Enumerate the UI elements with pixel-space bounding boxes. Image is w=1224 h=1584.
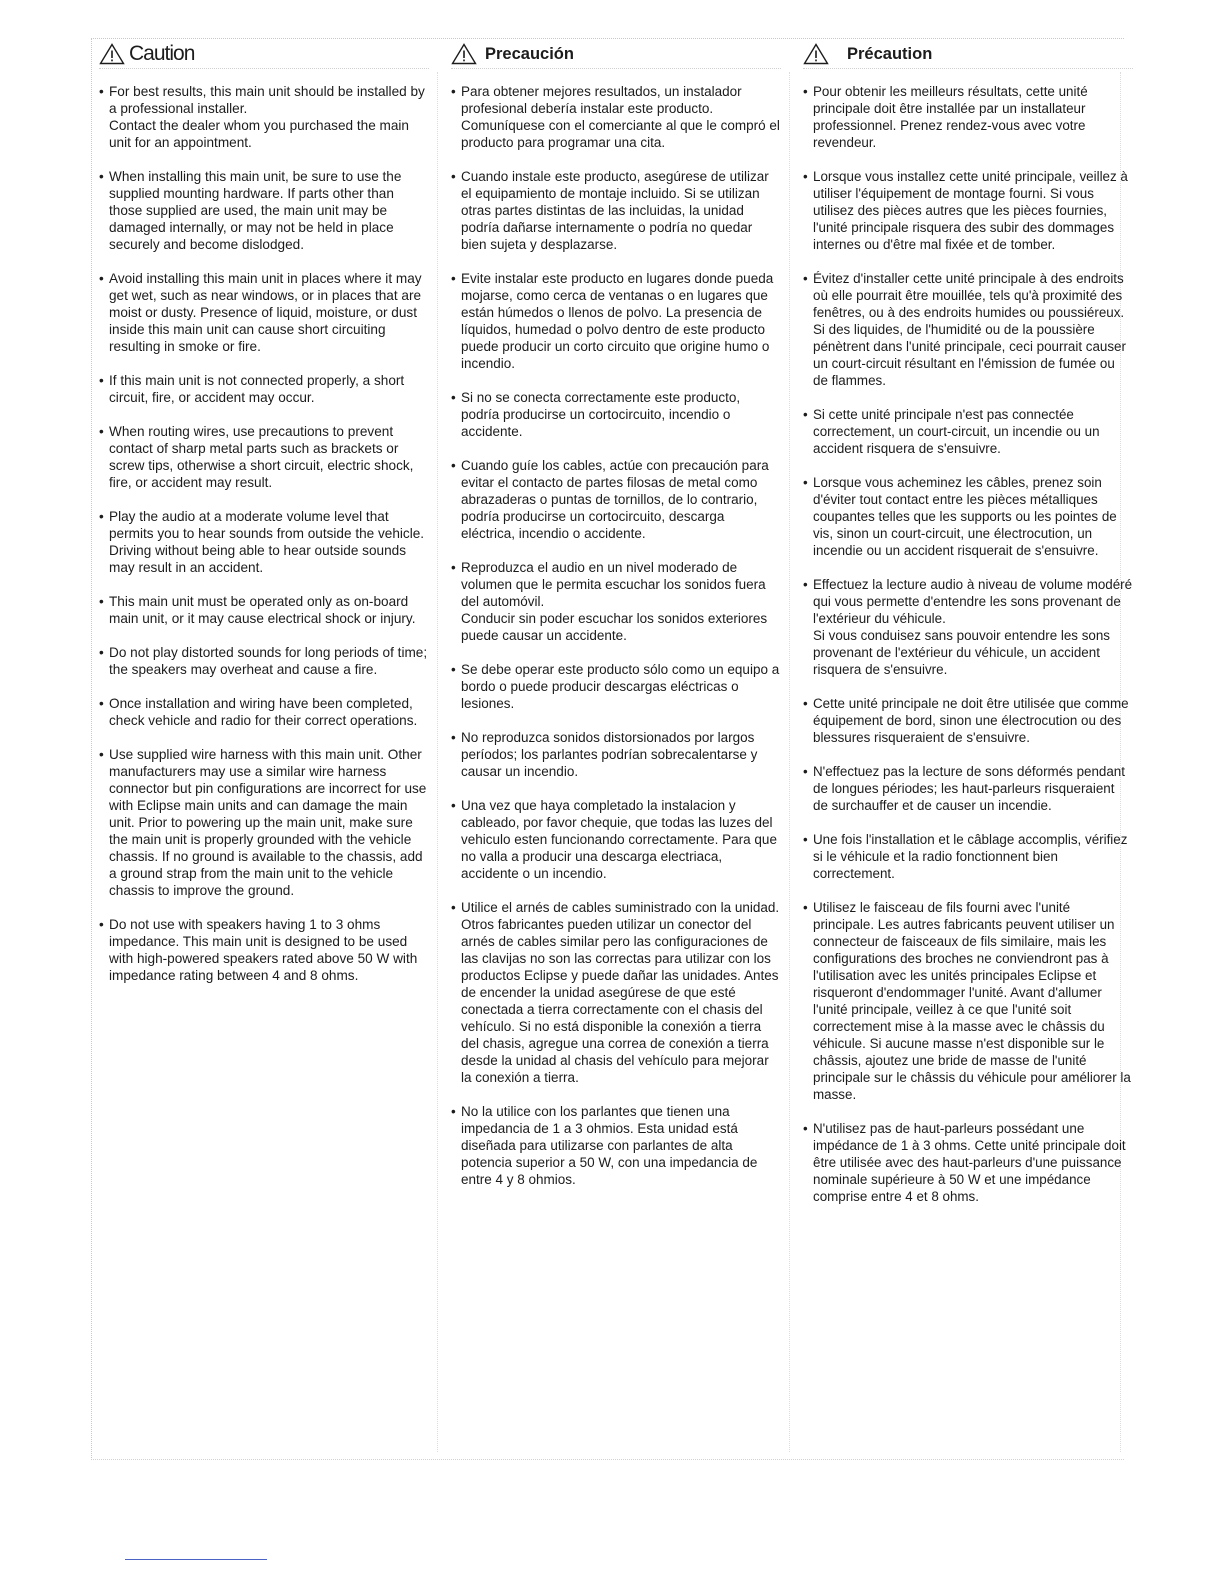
section-header	[803, 40, 1133, 69]
caution-list	[99, 83, 429, 984]
list-item: • Évitez d'installer cette unité principale à des endroits où elle pourrait être mouillée, tels qu'à proximité des fenêtres, ou à des endroits humides ou poussiéreux. Si des liquides, de l'humidité ou de la poussière pénètrent dans l'unité principale, ceci pourrait causer un court-circuit résultant en l'émission de fumée ou de flammes.	[803, 270, 1133, 389]
list-item: • If this main unit is not connected properly, a short circuit, fire, or accident may occur.	[99, 372, 429, 406]
list-item: • Para obtener mejores resultados, un instalador profesional debería instalar este producto. Comuníquese con el comerciante al que le compró el producto para programar una cita.	[451, 83, 781, 151]
list-item: • Avoid installing this main unit in places where it may get wet, such as near windows, or in places that are moist or dusty. Presence of liquid, moisture, or dust inside this main unit can cause short circuiting resulting in smoke or fire.	[99, 270, 429, 355]
list-item: • Cette unité principale ne doit être utilisée que comme équipement de bord, sinon une électrocution ou des blessures risqueraient de s'ensuivre.	[803, 695, 1133, 746]
list-item: • Una vez que haya completado la instalacion y cableado, por favor chequie, que todas las luzes del vehiculo esten funcionando correctamente. Para que no valla a producir una descarga electriaca, accidente o un incendio.	[451, 797, 781, 882]
section-title: Caution	[129, 42, 195, 65]
list-item: • Utilisez le faisceau de fils fourni avec l'unité principale. Les autres fabricants peuvent utiliser un connecteur de faisceaux de fils similaire, mais les configurations des broches ne conviendront pas à l'utilisation avec les unités principales Eclipse et risqueront d'endommager l'unité. Avant d'allumer l'unité principale, veillez à ce que l'unité soit correctement mise à la masse avec le châssis du véhicule. Si aucune masse n'est disponible sur le châssis, ajoutez une bride de masse de l'unité principale sur le châssis du véhicule pour améliorer la masse.	[803, 899, 1133, 1103]
list-item: • Evite instalar este producto en lugares donde pueda mojarse, como cerca de ventanas o en lugares que están húmedos o llenos de polvo. La presencia de líquidos, humedad o polvo dentro de este producto puede producir un corto circuito que origine humo o incendio.	[451, 270, 781, 372]
section-title: Precaución	[485, 44, 574, 63]
list-item: • N'effectuez pas la lecture de sons déformés pendant de longues périodes; les haut-parleurs risqueraient de surchauffer et de causer un incendie.	[803, 763, 1133, 814]
caution-column-french	[803, 40, 1133, 1222]
list-item: • Reproduzca el audio en un nivel moderado de volumen que le permita escuchar los sonidos fuera del automóvil. Conducir sin poder escuchar los sonidos exteriores puede causar un accidente.	[451, 559, 781, 644]
list-item: • Effectuez la lecture audio à niveau de volume modéré qui vous permette d'entendre les sons provenant de l'extérieur du véhicule. Si vous conduisez sans pouvoir entendre les sons provenant de l'extérieur du véhicule, un accident risquera de s'ensuivre.	[803, 576, 1133, 678]
list-item: • Do not use with speakers having 1 to 3 ohms impedance. This main unit is designed to be used with high-powered speakers rated above 50 W with impedance rating between 4 and 8 ohms.	[99, 916, 429, 984]
list-item: • N'utilisez pas de haut-parleurs possédant une impédance de 1 à 3 ohms. Cette unité principale doit être utilisée avec des haut-parleurs d'une puissance nominale supérieure à 50 W et une impédance comprise entre 4 et 8 ohms.	[803, 1120, 1133, 1205]
caution-column-spanish	[451, 40, 781, 1205]
list-item: • Si no se conecta correctamente este producto, podría producirse un cortocircuito, incendio o accidente.	[451, 389, 781, 440]
list-item: • Play the audio at a moderate volume level that permits you to hear sounds from outside the vehicle. Driving without being able to hear outside sounds may result in an accident.	[99, 508, 429, 576]
warning-triangle-icon	[99, 43, 125, 65]
list-item: • Cuando instale este producto, asegúrese de utilizar el equipamiento de montaje incluido. Si se utilizan otras partes distintas de las incluidas, la unidad podría dañarse internamente o podría no quedar bien sujeta y desplazarse.	[451, 168, 781, 253]
list-item: • When routing wires, use precautions to prevent contact of sharp metal parts such as brackets or screw tips, otherwise a short circuit, electric shock, fire, or accident may result.	[99, 423, 429, 491]
section-header	[451, 40, 781, 69]
column-divider	[437, 72, 438, 1452]
list-item: • Lorsque vous installez cette unité principale, veillez à utiliser l'équipement de montage fourni. Si vous utilisez des pièces autres que les pièces fournies, l'unité principale risquera des subir des dommages internes ou d'être mal fixée et de tomber.	[803, 168, 1133, 253]
caution-list	[451, 83, 781, 1188]
caution-list	[803, 83, 1133, 1205]
list-item: • No la utilice con los parlantes que tienen una impedancia de 1 a 3 ohmios. Esta unidad está diseñada para utilizarse con parlantes de alta potencia superior a 50 W, con una impedancia de entre 4 y 8 ohmios.	[451, 1103, 781, 1188]
list-item: • For best results, this main unit should be installed by a professional installer. Contact the dealer whom you purchased the main unit for an appointment.	[99, 83, 429, 151]
list-item: • Une fois l'installation et le câblage accomplis, vérifiez si le véhicule et la radio fonctionnent bien correctement.	[803, 831, 1133, 882]
list-item: • Once installation and wiring have been completed, check vehicle and radio for their correct operations.	[99, 695, 429, 729]
list-item: • No reproduzca sonidos distorsionados por largos períodos; los parlantes podrían sobrecalentarse y causar un incendio.	[451, 729, 781, 780]
list-item: • Si cette unité principale n'est pas connectée correctement, un court-circuit, un incendie ou un accident risquera de s'ensuivre.	[803, 406, 1133, 457]
warning-triangle-icon	[451, 43, 477, 65]
list-item: • Cuando guíe los cables, actúe con precaución para evitar el contacto de partes filosas de metal como abrazaderas o puntas de tornillos, de lo contrario, podría producirse un cortocircuito, descarga eléctrica, incendio o accidente.	[451, 457, 781, 542]
list-item: • Se debe operar este producto sólo como un equipo a bordo o puede producir descargas eléctricas o lesiones.	[451, 661, 781, 712]
list-item: • Utilice el arnés de cables suministrado con la unidad. Otros fabricantes pueden utilizar un conector del arnés de cables similar pero las configuraciones de las clavijas no son las correctas para utilizar con los productos Eclipse y puede dañar las unidades. Antes de encender la unidad asegúrese de que esté conectada a tierra correctamente con el chasis del vehículo. Si no está disponible la conexión a tierra del chasis, agregue una correa de conexión a tierra desde la unidad al chasis del vehículo para mejorar la conexión a tierra.	[451, 899, 781, 1086]
list-item: • When installing this main unit, be sure to use the supplied mounting hardware. If parts other than those supplied are used, the main unit may be damaged internally, or may not be held in place securely and become dislodged.	[99, 168, 429, 253]
caution-column-english	[99, 40, 429, 1001]
column-divider	[789, 72, 790, 1452]
list-item: • Pour obtenir les meilleurs résultats, cette unité principale doit être installée par un installateur professionnel. Prenez rendez-vous avec votre revendeur.	[803, 83, 1133, 151]
footer-rule	[125, 1559, 267, 1560]
list-item: • This main unit must be operated only as on-board main unit, or it may cause electrical shock or injury.	[99, 593, 429, 627]
list-item: • Use supplied wire harness with this main unit. Other manufacturers may use a similar wire harness connector but pin configurations are incorrect for use with Eclipse main units and can damage the main unit. Prior to powering up the main unit, make sure the main unit is properly grounded with the vehicle chassis. If no ground is available to the chassis, add a ground strap from the main unit to the vehicle chassis to improve the ground.	[99, 746, 429, 899]
section-title: Précaution	[847, 44, 933, 63]
warning-triangle-icon	[803, 43, 829, 65]
list-item: • Do not play distorted sounds for long periods of time; the speakers may overheat and cause a fire.	[99, 644, 429, 678]
section-header	[99, 40, 429, 69]
list-item: • Lorsque vous acheminez les câbles, prenez soin d'éviter tout contact entre les pièces métalliques coupantes telles que les supports ou les pointes de vis, sinon un court-circuit, une électrocution, un incendie ou un accident risquerait de s'ensuivre.	[803, 474, 1133, 559]
